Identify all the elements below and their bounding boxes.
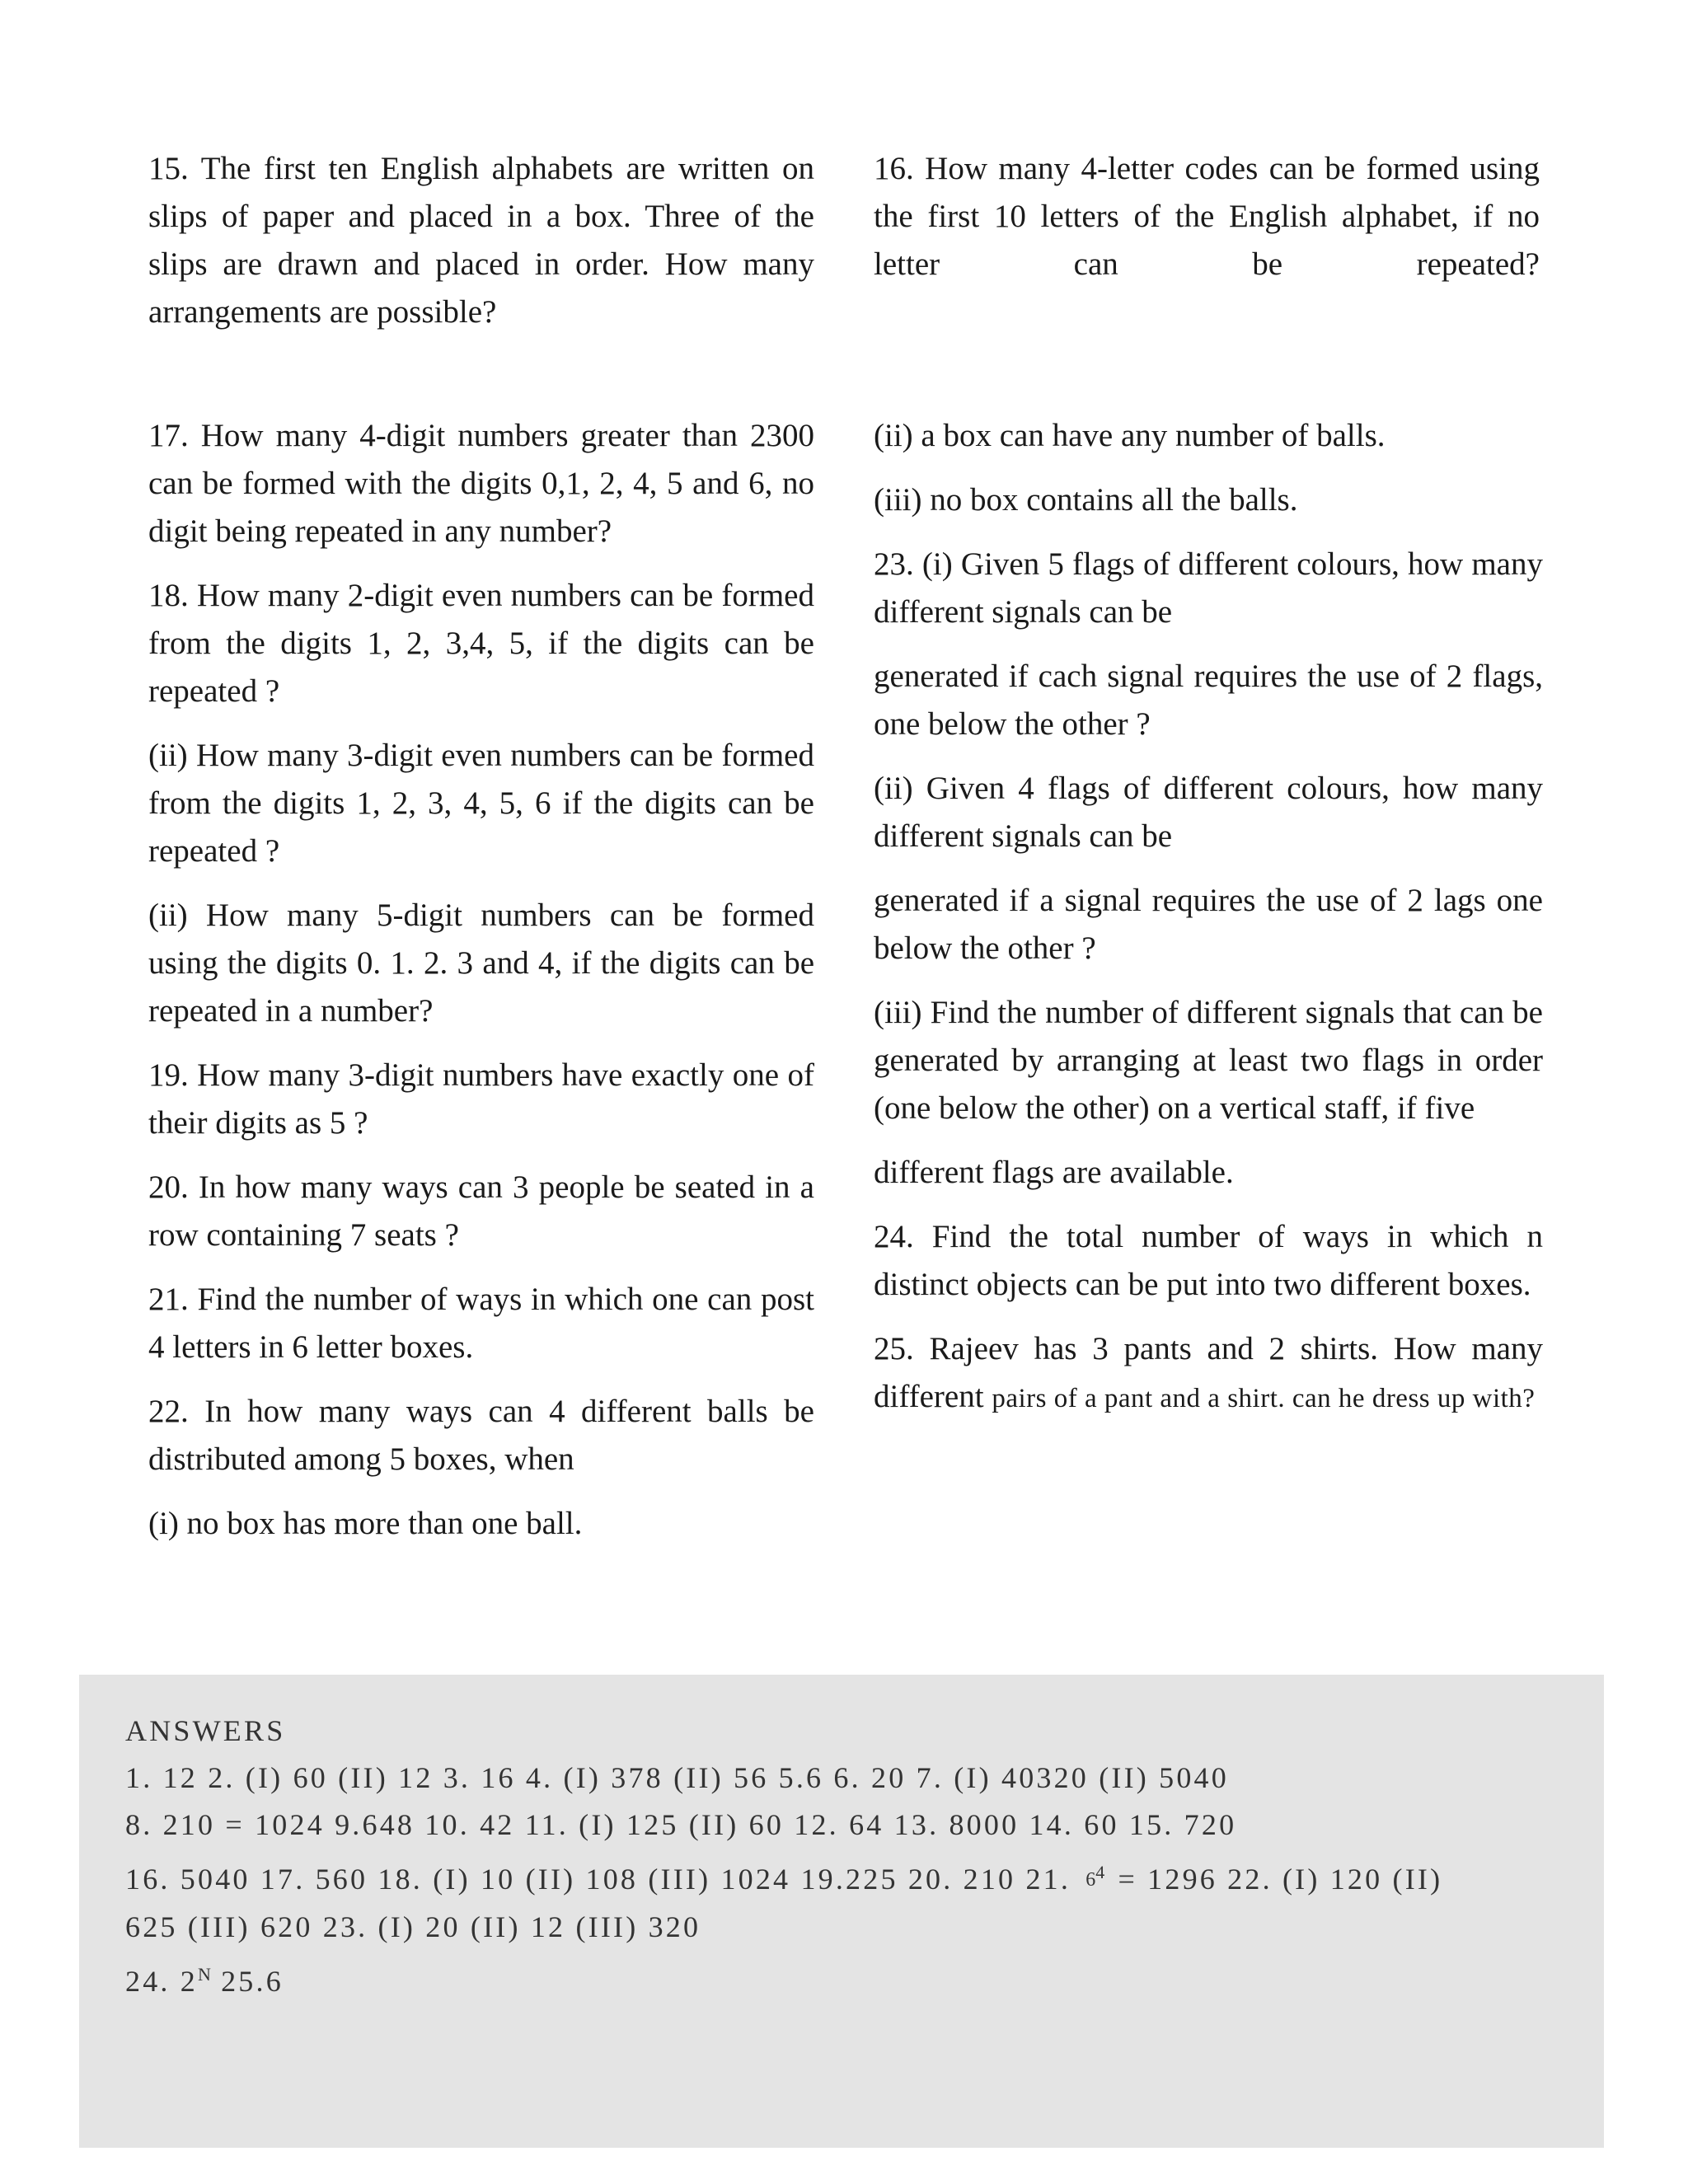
question-22-ii: (ii) a box can have any number of balls. [874,418,1386,453]
answers-line-5-start: 24. 2 [125,1965,198,1998]
answers-line-3-start: 16. 5040 17. 560 18. (I) 10 (II) 108 (III) 1024 19.225 20. 210 21. [125,1863,1071,1896]
answers-line-3 [125,1849,1601,1904]
answers-line-1: 1. 12 2. (I) 60 (II) 12 3. 16 4. (I) 378 (II) 56 5.6 6. 20 7. (I) 40320 (II) 5040 [125,1761,1229,1794]
answers-line-5-end: 25.6 [221,1965,284,1998]
answers-line-2: 8. 210 = 1024 9.648 10. 42 11. (I) 125 (II) 60 12. 64 13. 8000 14. 60 15. 720 [125,1808,1237,1841]
question-21: 21. Find the number of ways in which one can post 4 letters in 6 letter boxes. [148,1282,814,1365]
question-23-ii: (ii) Given 4 flags of different colours, how many different signals can be [874,771,1543,854]
question-18-iii: (ii) How many 5-digit numbers can be formed using the digits 0. 1. 2. 3 and 4, if the digits can be repeated in a number? [148,898,814,1029]
question-16-block [874,145,1540,305]
question-25-part-a: 25. Rajeev has 3 pants and 2 shirts. How many different [874,1331,1543,1414]
answers-heading: ANSWERS [125,1714,286,1747]
right-column [874,412,1543,1439]
question-23-iii: (iii) Find the number of different signals that can be generated by arranging at least two flags in order (one below the other) on a vertical staff, if five [874,995,1543,1126]
question-23-i: 23. (i) Given 5 flags of different colours, how many different signals can be [874,546,1543,630]
question-18: 18. How many 2-digit even numbers can be formed from the digits 1, 2, 3,4, 5, if the digits can be repeated ? [148,578,814,709]
question-23-ii-continued: generated if a signal requires the use of 2 lags one below the other ? [874,883,1543,966]
question-16: 16. How many 4-letter codes can be formed using the first 10 letters of the English alphabet, if no letter can be repeated? [874,151,1540,282]
left-column [148,412,814,1564]
answers-line-3-base: 6 [1085,1869,1096,1891]
answers-panel [79,1675,1604,2148]
question-22-iii: (iii) no box contains all the balls. [874,482,1298,518]
question-22-i: (i) no box has more than one ball. [148,1506,583,1541]
answers-line-4: 625 (III) 620 23. (I) 20 (II) 12 (III) 320 [125,1910,701,1943]
question-20: 20. In how many ways can 3 people be seated in a row containing 7 seats ? [148,1169,814,1253]
answers-content [125,1708,1601,2005]
question-18-ii: (ii) How many 3-digit even numbers can be formed from the digits 1, 2, 3, 4, 5, 6 if the digits can be repeated ? [148,738,814,869]
question-24: 24. Find the total number of ways in which n distinct objects can be put into two different boxes. [874,1219,1543,1302]
question-19: 19. How many 3-digit numbers have exactly one of their digits as 5 ? [148,1057,814,1141]
answers-line-3-power [1085,1862,1105,1891]
question-15: 15. The first ten English alphabets are written on slips of paper and placed in a box. Three of the slips are drawn and placed in order. How many arrangements are possible? [148,151,814,330]
answers-line-3-end: = 1296 22. (I) 120 (II) [1118,1863,1443,1896]
question-15-block [148,145,814,353]
answers-line-3-exponent: 4 [1095,1862,1105,1882]
answers-line-5-exponent: N [198,1964,211,1985]
question-23-iii-continued: different flags are available. [874,1155,1234,1190]
answers-line-5 [125,1951,1601,2005]
question-23-i-continued: generated if cach signal requires the use of 2 flags, one below the other ? [874,658,1543,742]
question-17: 17. How many 4-digit numbers greater than 2300 can be formed with the digits 0,1, 2, 4, 5 and 6, no digit being repeated in any number? [148,418,814,549]
question-25 [874,1325,1543,1422]
question-22: 22. In how many ways can 4 different balls be distributed among 5 boxes, when [148,1394,814,1477]
question-25-part-b: pairs of a pant and a shirt. can he dress up with? [992,1384,1536,1413]
